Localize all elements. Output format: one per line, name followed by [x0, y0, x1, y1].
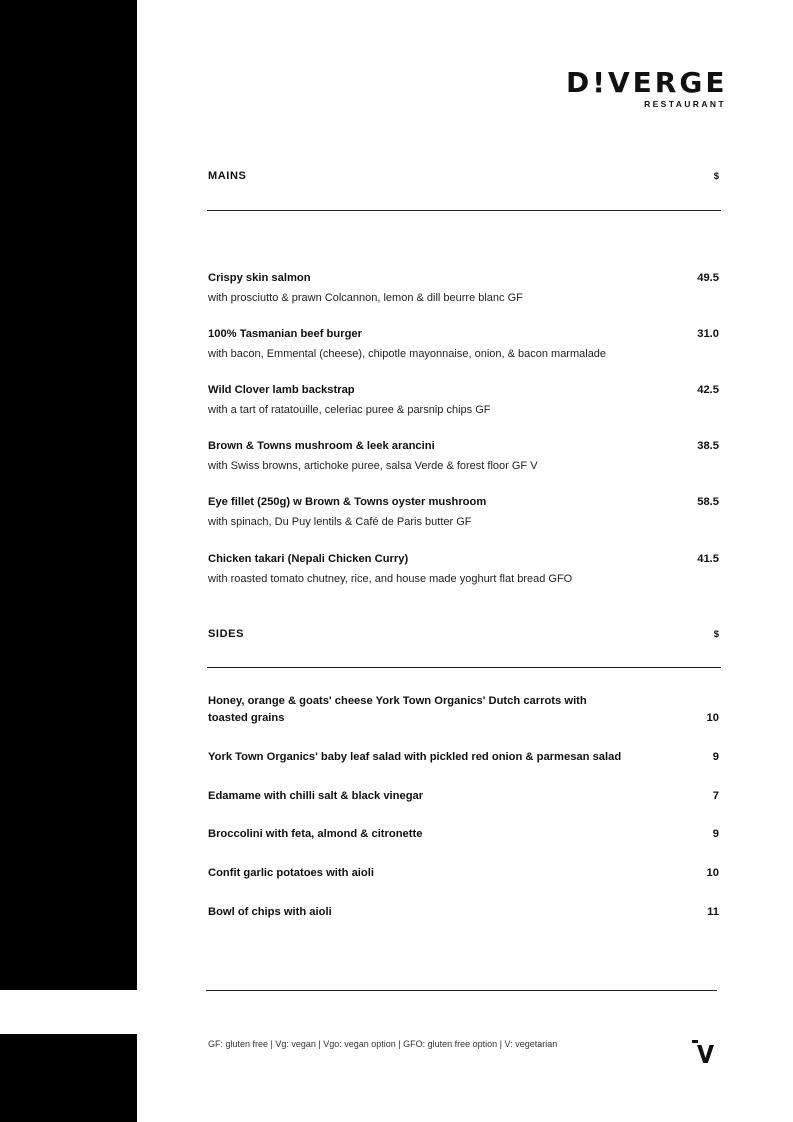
sides-currency: $	[713, 629, 719, 640]
item-price: 41.5	[697, 553, 719, 565]
side-item	[208, 826, 719, 843]
item-name: Brown & Towns mushroom & leek arancini	[208, 440, 435, 452]
side-name: Edamame with chilli salt & black vinegar	[208, 790, 424, 802]
side-item	[208, 749, 719, 766]
item-description: with Swiss browns, artichoke puree, salsa Verde & forest floor GF V	[208, 460, 538, 472]
side-name: Bowl of chips with aioli	[208, 906, 332, 918]
left-black-bar-top	[0, 0, 137, 990]
menu-item	[208, 552, 719, 586]
item-price: 49.5	[697, 272, 719, 284]
menu-item	[208, 439, 719, 473]
item-description: with prosciutto & prawn Colcannon, lemon & dill beurre blanc GF	[208, 292, 523, 304]
side-name: Broccolini with feta, almond & citronette	[208, 828, 423, 840]
side-name: York Town Organics' baby leaf salad with pickled red onion & parmesan salad	[208, 751, 622, 763]
brand-mark-icon	[690, 1036, 720, 1066]
side-item	[208, 693, 719, 727]
item-name: Crispy skin salmon	[208, 272, 311, 284]
sides-heading: SIDES	[208, 628, 245, 640]
item-name: 100% Tasmanian beef burger	[208, 328, 362, 340]
item-price: 38.5	[697, 440, 719, 452]
left-black-bar-bottom	[0, 1034, 137, 1122]
item-name: Wild Clover lamb backstrap	[208, 384, 355, 396]
dietary-legend: GF: gluten free | Vg: vegan | Vgo: vegan option | GFO: gluten free option | V: vegetarian	[208, 1039, 558, 1049]
item-description: with bacon, Emmental (cheese), chipotle mayonnaise, onion, & bacon marmalade	[208, 348, 607, 360]
restaurant-logo	[566, 68, 728, 110]
item-price: 31.0	[697, 328, 719, 340]
side-name: Confit garlic potatoes with aioli	[208, 867, 374, 879]
side-item	[208, 865, 719, 882]
menu-item	[208, 271, 719, 305]
mains-divider	[207, 210, 721, 211]
menu-item	[208, 327, 719, 361]
side-price: 11	[707, 906, 719, 918]
mains-currency: $	[713, 171, 719, 182]
menu-item	[208, 383, 719, 417]
footer-divider	[206, 990, 717, 991]
logo-wordmark: D!VERGE	[566, 66, 728, 99]
menu-item	[208, 495, 719, 529]
side-name: Honey, orange & goats' cheese York Town Organics' Dutch carrots with toasted grains	[208, 695, 587, 724]
item-name: Chicken takari (Nepali Chicken Curry)	[208, 553, 409, 565]
side-price: 7	[712, 790, 719, 802]
item-name: Eye fillet (250g) w Brown & Towns oyster mushroom	[208, 496, 487, 508]
item-description: with spinach, Du Puy lentils & Café de Paris butter GF	[208, 516, 472, 528]
item-description: with a tart of ratatouille, celeriac puree & parsnip chips GF	[208, 404, 491, 416]
mains-heading: MAINS	[208, 170, 247, 182]
item-price: 58.5	[697, 496, 719, 508]
logo-subtitle: RESTAURANT	[644, 99, 726, 109]
side-item	[208, 788, 719, 805]
side-item	[208, 904, 719, 921]
side-price: 9	[712, 751, 719, 763]
side-price: 9	[712, 828, 719, 840]
side-price: 10	[706, 712, 719, 724]
item-price: 42.5	[697, 384, 719, 396]
item-description: with roasted tomato chutney, rice, and house made yoghurt flat bread GFO	[208, 573, 573, 585]
side-price: 10	[706, 867, 719, 879]
sides-divider	[207, 667, 721, 668]
